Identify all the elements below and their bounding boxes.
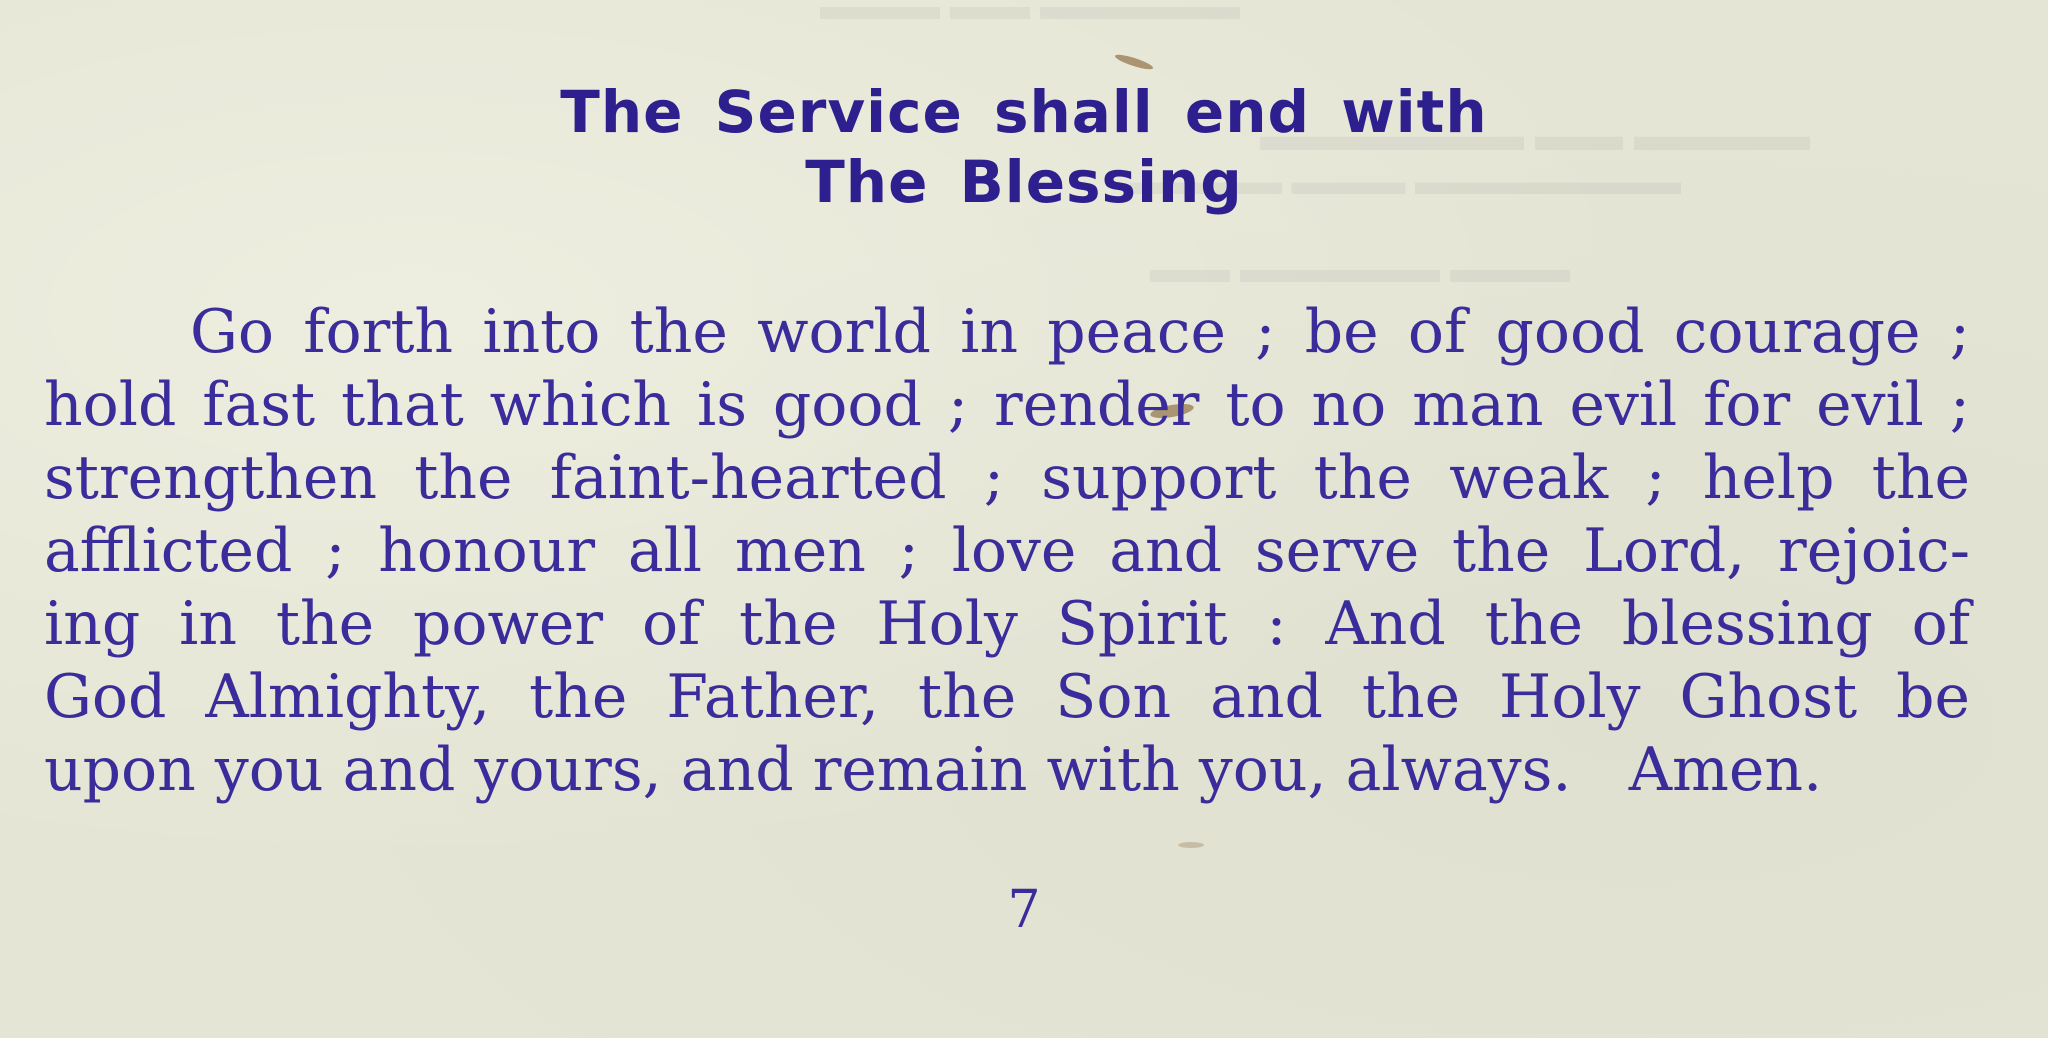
blessing-text-line: strengthen the faint-hearted ; support the weak ; help the [44,443,1970,513]
show-through-texture: ▬▬▬▬▬▬ ▬▬ ▬▬▬▬ [1260,111,1810,160]
section-heading-line-1: The Service shall end with [560,78,1488,146]
blessing-text-line: afflicted ; honour all men ; love and serve the Lord, rejoic- [44,516,1970,586]
paper-stain [1178,842,1204,848]
blessing-text-line: God Almighty, the Father, the Son and the Holy Ghost be [44,662,1970,732]
blessing-text-line: upon you and yours, and remain with you, always. Amen. [44,735,1823,805]
blessing-text-line: hold fast that which is good ; render to no man evil for evil ; [44,370,1970,440]
page-number: 7 [1007,880,1041,940]
show-through-texture: ▬▬▬ ▬▬ ▬▬▬▬▬ [820,0,1240,28]
blessing-text-line: Go forth into the world in peace ; be of good courage ; [190,297,1970,367]
show-through-texture: ▬▬ ▬▬▬▬▬ ▬▬▬ [1150,246,1570,291]
blessing-text-line: ing in the power of the Holy Spirit : And the blessing of [44,589,1970,659]
show-through-texture: ▬▬▬▬ ▬▬▬ ▬▬▬▬▬▬▬ [1130,161,1681,203]
paper-stain [1114,52,1155,72]
section-heading-line-2: The Blessing [805,148,1243,216]
